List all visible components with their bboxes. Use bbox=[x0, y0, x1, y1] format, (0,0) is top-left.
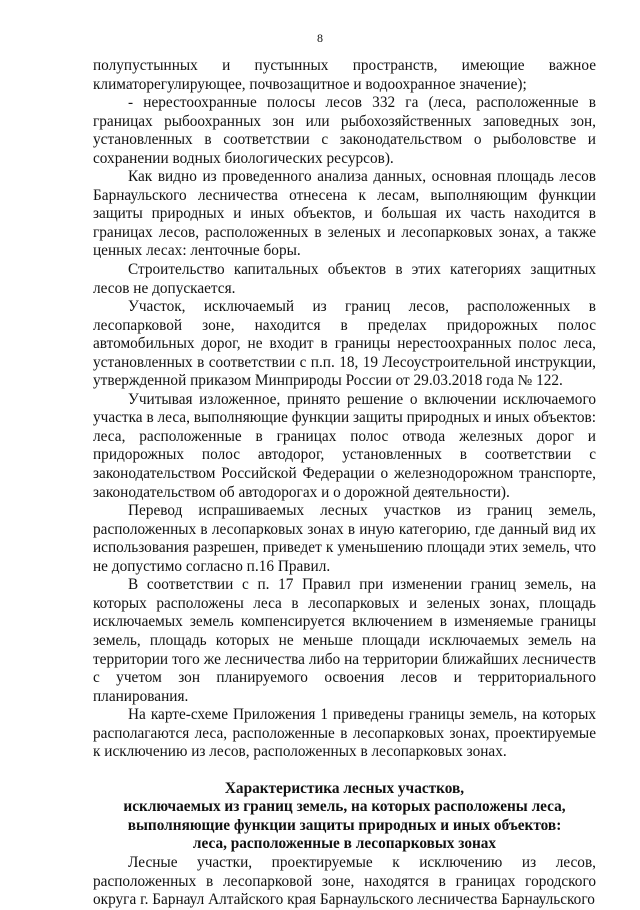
heading-line: Характеристика лесных участков, bbox=[224, 779, 465, 797]
paragraph: полупустынных и пустынных пространств, имеющие важное климаторегулирующее, почвозащитное и водоохранное значение); bbox=[93, 57, 596, 93]
heading-line: леса, расположенные в лесопарковых зонах bbox=[192, 835, 497, 853]
document-body bbox=[93, 57, 596, 910]
paragraph: Как видно из проведенного анализа данных, основная площадь лесов Барнаульского лесничества отнесена к лесам, выполняющим функции защиты природных и иных объектов, и большая их часть находится в границах лесов, расположенных в зеленых и лесопарковых зонах, а также ценных лесах: ленточные боры. bbox=[93, 168, 596, 260]
paragraph: Учитывая изложенное, принято решение о включении исключаемого участка в леса, выполняющие функции защиты природных и иных объектов: леса, расположенные в границах полос отвода железных дорог и придорожных полос автодорог, установленных в соответствии с законодательством Российской Федерации о железнодорожном транспорте, законодательством об автодорогах и о дорожной деятельности). bbox=[93, 390, 596, 501]
paragraph: Участок, исключаемый из границ лесов, расположенных в лесопарковой зоне, находится в пределах придорожных полос автомобильных дорог, не входит в границы нерестоохранных полос леса, установленных в соответствии с п.п. 18, 19 Лесоустроительной инструкции, утвержденной приказом Минприроды России от 29.03.2018 года № 122. bbox=[93, 298, 596, 390]
page-number: 8 bbox=[317, 31, 323, 45]
paragraph: Строительство капитальных объектов в этих категориях защитных лесов не допускается. bbox=[93, 261, 596, 297]
paragraph: Лесные участки, проектируемые к исключению из лесов, расположенных в лесопарковой зоне, находятся в границах городского округа г. Барнаул Алтайского края Барнаульского лесничества Барнаульского bbox=[93, 853, 596, 909]
paragraph: На карте-схеме Приложения 1 приведены границы земель, на которых располагаются леса, расположенные в лесопарковых зонах, проектируемые к исключению из лесов, расположенных в лесопарковых зонах. bbox=[93, 706, 596, 761]
heading-line: исключаемых из границ земель, на которых расположены леса, bbox=[123, 798, 566, 816]
paragraph: Перевод испрашиваемых лесных участков из границ земель, расположенных в лесопарковых зонах в иную категорию, где данный вид их использования разрешен, приведет к уменьшению площади этих земель, что не допустимо согласно п.16 Правил. bbox=[93, 502, 596, 575]
paragraph: - нерестоохранные полосы лесов 332 га (леса, расположенные в границах рыбоохранных зон или рыбохозяйственных заповедных зон, установленных в соответствии с законодательством о рыболовстве и сохранении водных биологических ресурсов). bbox=[93, 94, 596, 167]
section-heading bbox=[93, 780, 596, 854]
paragraph: В соответствии с п. 17 Правил при изменении границ земель, на которых расположены леса в лесопарковых и зеленых зонах, площадь исключаемых земель компенсируется включением в изменяемые границы земель, площадь которых не меньше площади исключаемых земель на территории того же лесничества либо на территории ближайших лесничеств с учетом зон планируемого освоения лесов и территориального планирования. bbox=[93, 576, 596, 705]
heading-line: выполняющие функции защиты природных и иных объектов: bbox=[127, 816, 562, 834]
